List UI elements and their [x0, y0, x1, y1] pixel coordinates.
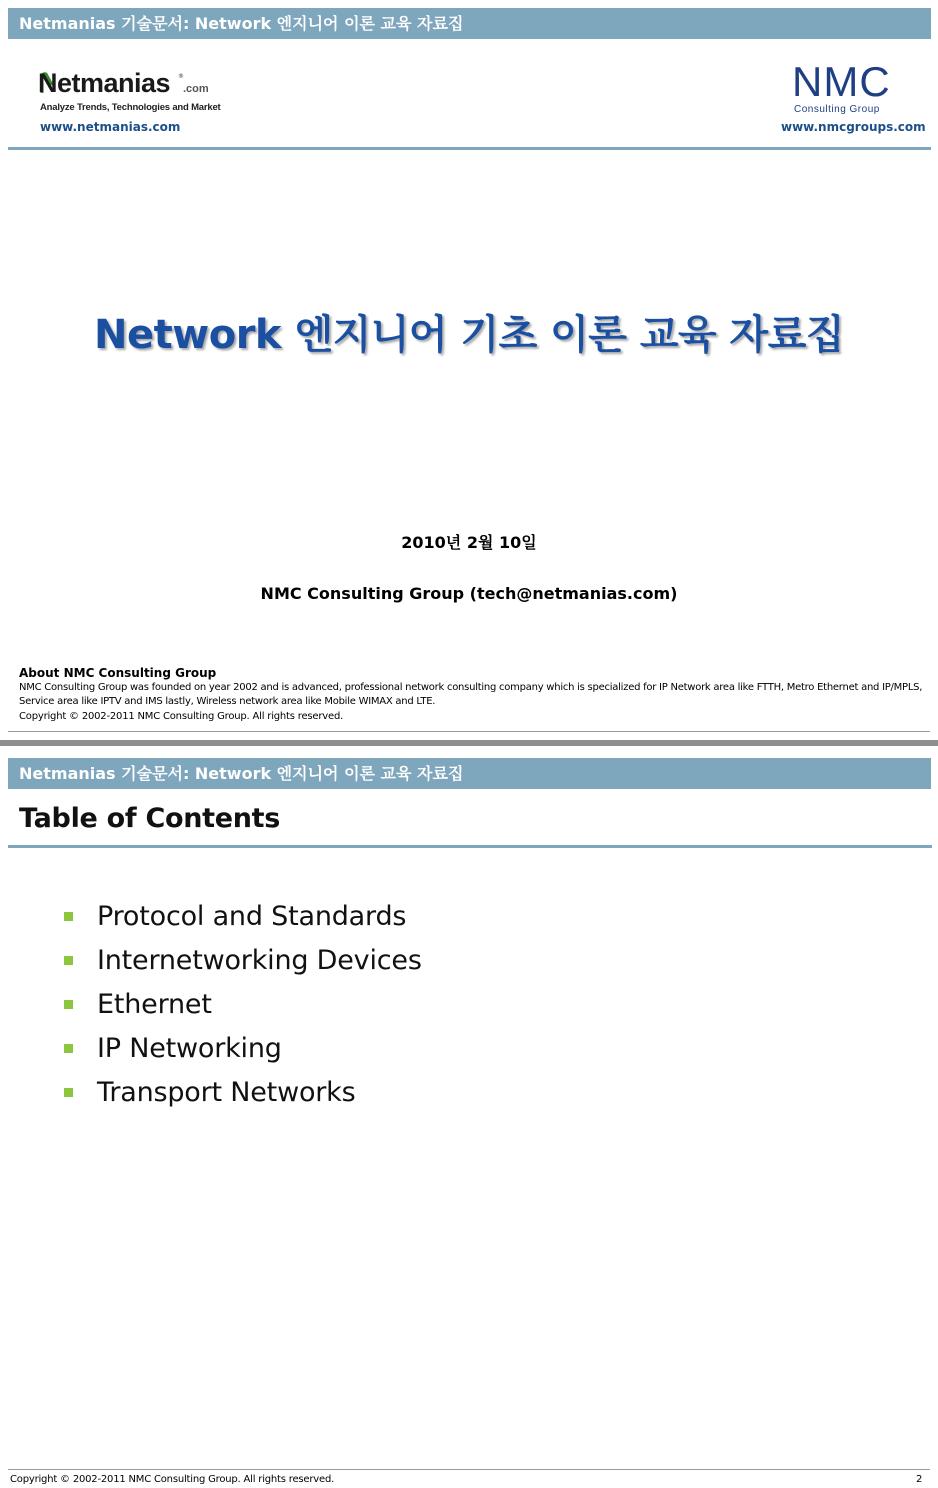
registered-icon: ® [178, 73, 184, 80]
page1-footer-rule [8, 731, 930, 732]
document-date: 2010년 2월 10일 [401, 533, 537, 552]
footer-copyright: Copyright © 2002-2011 NMC Consulting Group. All rights reserved. [10, 1474, 335, 1485]
about-title: About NMC Consulting Group [19, 666, 217, 680]
page2-header-bar [8, 758, 931, 789]
toc-title-rule [8, 845, 932, 848]
netmanias-tagline: Analyze Trends, Technologies and Market [40, 102, 221, 113]
page2-footer-rule [8, 1469, 930, 1470]
square-bullet-icon [64, 912, 73, 921]
page1-header-title: Netmanias 기술문서: Network 엔지니어 이론 교육 자료집 [19, 14, 464, 33]
page1-header-rule [8, 147, 931, 150]
netmanias-url-link[interactable]: www.netmanias.com [40, 120, 181, 134]
toc-item-label: Transport Networks [97, 1077, 356, 1108]
main-title: Network 엔지니어 기초 이론 교육 자료집 [94, 312, 844, 358]
nmc-subtitle: Consulting Group [794, 104, 880, 115]
toc-item-label: Ethernet [97, 989, 212, 1020]
toc-item-label: Internetworking Devices [97, 945, 422, 976]
about-body: NMC Consulting Group was founded on year 2002 and is advanced, professional network consulting company which is specialized for IP Network area like FTTH, Metro Ethernet and IP/MPLS, Service area like IPTV and IMS lastly, Wireless network area like Mobile WIMAX and LTE. [19, 682, 923, 707]
organization-contact: NMC Consulting Group (tech@netmanias.com) [260, 584, 678, 603]
square-bullet-icon [64, 1000, 73, 1009]
toc-item-label: Protocol and Standards [97, 901, 407, 932]
about-copyright: Copyright © 2002-2011 NMC Consulting Group. All rights reserved. [19, 711, 344, 722]
square-bullet-icon [64, 1088, 73, 1097]
netmanias-dotcom: .com [183, 83, 209, 95]
nmc-wordmark: NMC [792, 58, 891, 105]
square-bullet-icon [64, 1044, 73, 1053]
toc-title: Table of Contents [19, 803, 281, 834]
nmc-url-link[interactable]: www.nmcgroups.com [781, 120, 926, 134]
page1-header-bar [8, 8, 931, 39]
netmanias-wordmark: Netmanias [38, 68, 171, 98]
page-separator [0, 740, 938, 746]
about-section [19, 665, 924, 724]
toc-item-label: IP Networking [97, 1033, 282, 1064]
netmanias-logo [38, 66, 228, 116]
nmc-logo [790, 58, 900, 120]
page2-header-title: Netmanias 기술문서: Network 엔지니어 이론 교육 자료집 [19, 764, 464, 783]
page-number: 2 [916, 1474, 923, 1485]
square-bullet-icon [64, 956, 73, 965]
